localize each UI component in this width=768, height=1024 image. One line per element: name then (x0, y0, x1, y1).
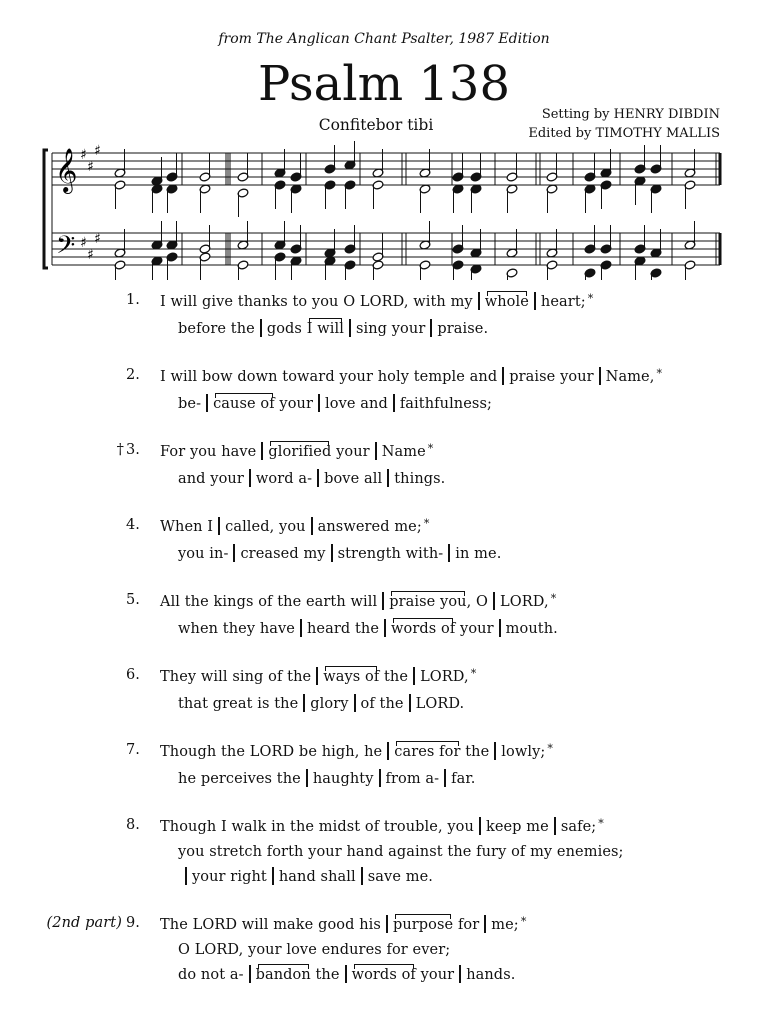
pointing-bar (534, 292, 536, 310)
slurred-syllables: words of (351, 967, 416, 983)
pointing-bar (459, 965, 461, 983)
verse-text: the (460, 744, 490, 760)
verse-line (178, 942, 450, 958)
verse-text: safe; (560, 819, 597, 835)
sharp-icon: ♯ (87, 247, 94, 263)
bass-clef-icon: 𝄢 (56, 231, 76, 266)
verse-text: be- (178, 396, 202, 412)
sharp-icon: ♯ (80, 147, 87, 163)
verse-line (160, 517, 429, 535)
asterisk-mark: * (598, 817, 604, 830)
pointing-bar (430, 319, 432, 337)
chant-score (0, 140, 768, 280)
verse-text: your right (192, 869, 267, 885)
pointing-bar (233, 544, 235, 562)
verse-text: your (455, 621, 494, 637)
verse-line (160, 667, 476, 685)
pointing-bar (318, 394, 320, 412)
pointing-bar (260, 319, 262, 337)
verse-text: you in- (178, 546, 229, 562)
pointing-bar (493, 592, 495, 610)
sharp-icon: ♯ (80, 235, 87, 251)
verse-text: in me. (455, 546, 502, 562)
verse-text: creased my (240, 546, 326, 562)
verse-text: Though the LORD be high, he (160, 744, 383, 760)
pointing-bar (316, 667, 318, 685)
verse-text: All the kings of the earth will (160, 594, 378, 610)
verse-text: before the (178, 321, 255, 337)
verse-text: , O (466, 594, 489, 610)
slurred-syllables: words of (391, 621, 456, 637)
verse-line (178, 965, 515, 983)
pointing-bar (218, 517, 220, 535)
verse-text: O LORD, your love endures for ever; (178, 942, 451, 958)
pointing-bar (311, 517, 313, 535)
verse-line (178, 769, 476, 787)
verse-text: when they have (178, 621, 295, 637)
slurred-syllables: ways of (323, 669, 380, 685)
verse-text: you stretch forth your hand against the fury of my enemies; (178, 844, 624, 860)
asterisk-mark: * (423, 517, 430, 530)
asterisk-mark: * (547, 742, 553, 755)
verse-text: he perceives the (178, 771, 301, 787)
pointing-bar (261, 442, 263, 460)
verse-text: I will bow down toward your holy temple and (160, 369, 498, 385)
verse-number: 9. (125, 915, 140, 931)
treble-clef-icon: 𝄞 (55, 148, 78, 192)
slurred-syllables: glorified (268, 444, 332, 460)
asterisk-mark: * (587, 292, 594, 305)
verse-text: of the (360, 696, 404, 712)
verse-text: LORD, (500, 594, 549, 610)
verse-line (160, 367, 662, 385)
pointing-bar (361, 867, 363, 885)
pointing-bar (502, 367, 504, 385)
verse-text: bove all (324, 471, 383, 487)
verse-number: 1. (125, 292, 140, 308)
verse-text: hand shall (278, 869, 356, 885)
verse-text: haughty (312, 771, 374, 787)
pointing-bar (384, 619, 386, 637)
verse-text: love and (325, 396, 388, 412)
asterisk-mark: * (520, 915, 527, 928)
pointing-bar (317, 469, 319, 487)
pointing-bar (499, 619, 501, 637)
verse-text: The LORD will make good his (160, 917, 381, 933)
latin-subtitle: Confitebor tibi (318, 116, 434, 134)
verse-text: and your (178, 471, 244, 487)
page-title: Psalm 138 (258, 56, 510, 112)
verse-line (178, 469, 445, 487)
verse-text: heart; (540, 294, 586, 310)
asterisk-mark: * (656, 367, 663, 380)
verse-text: glory (310, 696, 349, 712)
pointing-bar (379, 769, 381, 787)
pointing-bar (599, 367, 601, 385)
pointing-bar (409, 694, 411, 712)
pointing-bar (306, 769, 308, 787)
verse-text: For you have (160, 444, 257, 460)
verse-line (178, 619, 558, 637)
verse-line (160, 592, 556, 610)
pointing-bar (386, 915, 388, 933)
verse-text: answered me; (317, 519, 422, 535)
pointing-bar (345, 965, 347, 983)
verse-text: your (415, 967, 455, 983)
pointing-bar (249, 965, 251, 983)
verse-line (178, 319, 488, 337)
verse-text: word a- (255, 471, 313, 487)
verse-number: 2. (125, 367, 140, 383)
verse-text: gods (266, 321, 307, 337)
verse-text: do not a- (178, 967, 244, 983)
slurred-syllables: bandon (255, 967, 311, 983)
pointing-bar (354, 694, 356, 712)
verse-number: 3. (125, 442, 140, 458)
verse-text: save me. (367, 869, 433, 885)
slurred-syllables: purpose (392, 917, 454, 933)
pointing-bar (479, 817, 481, 835)
system-bracket (44, 150, 48, 268)
pointing-bar (331, 544, 333, 562)
pointing-bar (393, 394, 395, 412)
verse-number: 7. (125, 742, 140, 758)
slurred-syllables: cares for (394, 744, 461, 760)
verse-text: the (379, 669, 409, 685)
asterisk-mark: * (550, 592, 557, 605)
verse-text: lowly; (501, 744, 546, 760)
pointing-bar (300, 619, 302, 637)
pointing-bar (387, 742, 389, 760)
dagger-mark: † (116, 442, 124, 458)
verse-text: Though I walk in the midst of trouble, you (160, 819, 474, 835)
verse-text: praise your (509, 369, 594, 385)
verse-number: 6. (125, 667, 140, 683)
setting-credit: Setting by HENRY DIBDIN (541, 107, 720, 122)
pointing-bar (375, 442, 377, 460)
pointing-bar (303, 694, 305, 712)
verse-text: LORD, (420, 669, 469, 685)
sharp-icon: ♯ (94, 143, 101, 159)
verse-line (178, 694, 464, 712)
pointing-bar (206, 394, 208, 412)
pointing-bar (249, 469, 251, 487)
verse-line (160, 292, 593, 310)
pointing-bar (554, 817, 556, 835)
verse-text: faithfulness; (399, 396, 492, 412)
verse-text: Name (381, 444, 426, 460)
pointing-bar (382, 592, 384, 610)
asterisk-mark: * (427, 442, 434, 455)
verse-text: the (310, 967, 340, 983)
verse-line (160, 442, 433, 460)
verse-line (180, 867, 433, 885)
pointing-bar (272, 867, 274, 885)
pointing-bar (478, 292, 480, 310)
verse-text: far. (451, 771, 476, 787)
verse-text: When I (160, 519, 214, 535)
verse-text: They will sing of the (160, 669, 312, 685)
slurred-syllables: cause of (213, 396, 275, 412)
editor-credit: Edited by TIMOTHY MALLIS (528, 126, 720, 141)
verse-number: 5. (125, 592, 140, 608)
pointing-bar (444, 769, 446, 787)
verse-text: keep me (485, 819, 549, 835)
slurred-syllables: I will (306, 321, 344, 337)
verse-line (160, 817, 604, 835)
sharp-icon: ♯ (87, 159, 94, 175)
verse-text: strength with- (337, 546, 444, 562)
verse-line (160, 915, 526, 933)
verse-number: 4. (125, 517, 140, 533)
verse-text: from a- (385, 771, 440, 787)
asterisk-mark: * (470, 667, 477, 680)
pointing-bar (413, 667, 415, 685)
pointing-bar (185, 867, 187, 885)
part-note: (2nd part) (46, 915, 122, 931)
pointing-bar (387, 469, 389, 487)
verse-line (178, 394, 492, 412)
pointing-bar (448, 544, 450, 562)
pointing-bar (494, 742, 496, 760)
verse-text: I will give thanks to you O LORD, with my (160, 294, 473, 310)
source-line: from The Anglican Chant Psalter, 1987 Edition (218, 31, 550, 47)
verse-text: me; (491, 917, 519, 933)
verse-text: mouth. (505, 621, 558, 637)
verse-text: that great is the (178, 696, 299, 712)
verse-line (178, 844, 624, 860)
verse-line (178, 544, 501, 562)
pointing-bar (484, 915, 486, 933)
verse-number: 8. (125, 817, 140, 833)
verse-text: things. (394, 471, 446, 487)
verse-text: for (453, 917, 480, 933)
verse-text: your (274, 396, 314, 412)
verse-text: Name, (605, 369, 655, 385)
slurred-syllables: whole (484, 294, 529, 310)
sharp-icon: ♯ (94, 231, 101, 247)
verse-text: hands. (466, 967, 516, 983)
verse-text: LORD. (415, 696, 465, 712)
verse-text: praise. (437, 321, 489, 337)
verse-text: sing your (355, 321, 426, 337)
pointing-bar (349, 319, 351, 337)
verse-text: heard the (306, 621, 380, 637)
slurred-syllables: praise you (389, 594, 467, 610)
verse-line (160, 742, 553, 760)
verse-text: your (331, 444, 370, 460)
verse-text: called, you (225, 519, 306, 535)
